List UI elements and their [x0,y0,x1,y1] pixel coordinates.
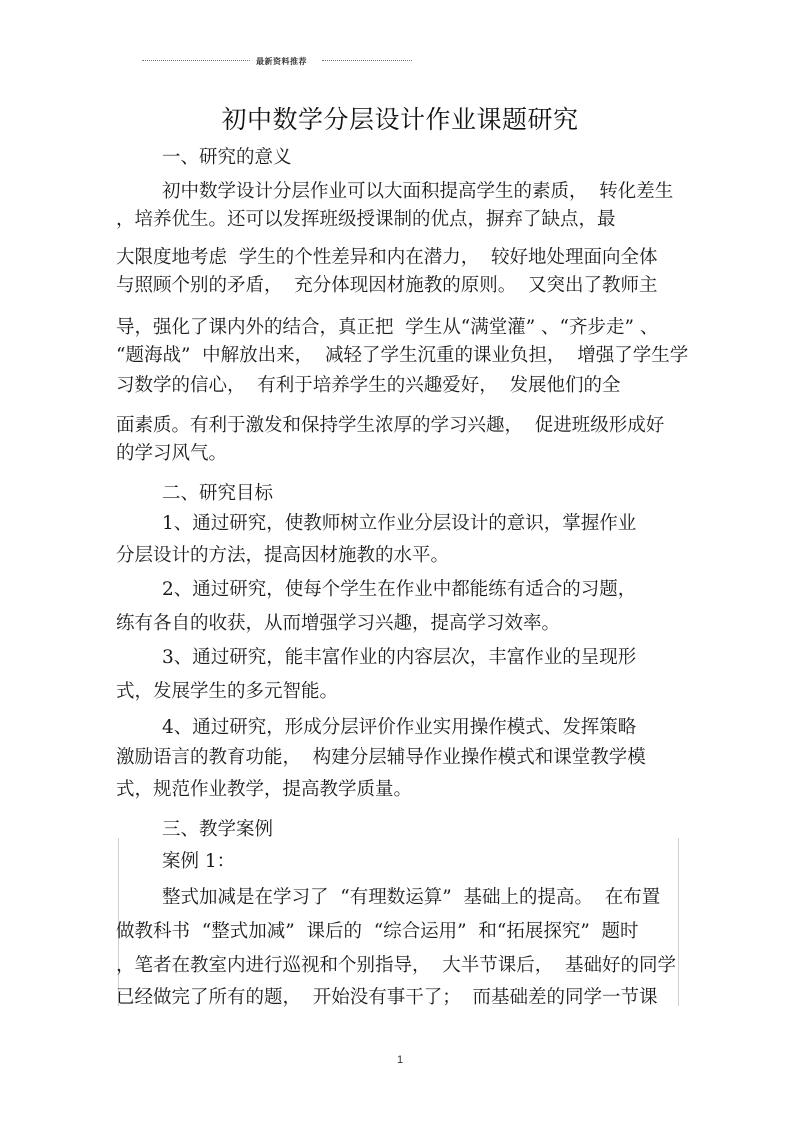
objective-line: 4、通过研究，形成分层评价作业实用操作模式、发挥策略 [162,717,637,738]
document-title: 初中数学分层设计作业课题研究 [221,105,579,134]
header-rule-left [142,60,250,61]
paragraph-line: ，培养优生。还可以发挥班级授课制的优点，摒弃了缺点，最 [116,209,616,230]
objective-line: 式，规范作业教学，提高教学质量。 [116,779,413,800]
objective-line: 式，发展学生的多元智能。 [116,681,339,702]
objective-line: 练有各自的收获，从而增强学习兴趣，提高学习效率。 [116,613,561,634]
case-line: ，笔者在教室内进行巡视和个别指导， 大半节课后， 基础好的同学 [116,955,677,976]
objective-line: 2、通过研究，使每个学生在作业中都能练有适合的习题， [162,579,637,600]
section-heading-objectives: 二、研究目标 [162,483,274,504]
section-heading-teaching-cases: 三、教学案例 [162,819,274,840]
header-label: 最新资料推荐 [256,57,307,66]
paragraph-line: 面素质。有利于激发和保持学生浓厚的学习兴趣， 促进班级形成好 [116,415,665,436]
objective-line: 3、通过研究，能丰富作业的内容层次，丰富作业的呈现形 [162,647,637,668]
objective-line: 1、通过研究，使教师树立作业分层设计的意识，掌握作业 [162,513,637,534]
paragraph-line: “题海战” 中解放出来， 减轻了学生沉重的课业负担， 增强了学生学 [116,345,689,366]
section-heading-significance: 一、研究的意义 [162,147,292,168]
case-label: 案例 1： [162,851,236,872]
case-frame-right-border [678,838,679,1006]
paragraph-line: 与照顾个别的矛盾， 充分体现因材施教的原则。 又突出了教师主 [116,275,658,296]
paragraph-line: 的学习风气。 [116,443,228,464]
case-line: 已经做完了所有的题， 开始没有事干了； 而基础差的同学一节课 [116,987,658,1008]
paragraph-line: 初中数学设计分层作业可以大面积提高学生的素质， 转化差生 [162,181,674,202]
paragraph-line: 导，强化了课内外的结合，真正把 学生从“满堂灌” 、“齐步走” 、 [116,317,659,338]
header-rule-right [322,60,412,61]
page-number: 1 [396,1054,404,1066]
objective-line: 激励语言的教育功能， 构建分层辅导作业操作模式和课堂教学模 [116,747,646,768]
paragraph-line: 习数学的信心， 有利于培养学生的兴趣爱好， 发展他们的全 [116,375,621,396]
case-line: 整式加减是在学习了 “有理数运算” 基础上的提高。 在布置 [162,887,661,908]
paragraph-line: 大限度地考虑 学生的个性差异和内在潜力， 较好地处理面向全体 [116,247,658,268]
case-line: 做教科书 “整式加减” 课后的 “综合运用” 和“拓展探究” 题时 [116,921,639,942]
objective-line: 分层设计的方法，提高因材施教的水平。 [116,545,450,566]
